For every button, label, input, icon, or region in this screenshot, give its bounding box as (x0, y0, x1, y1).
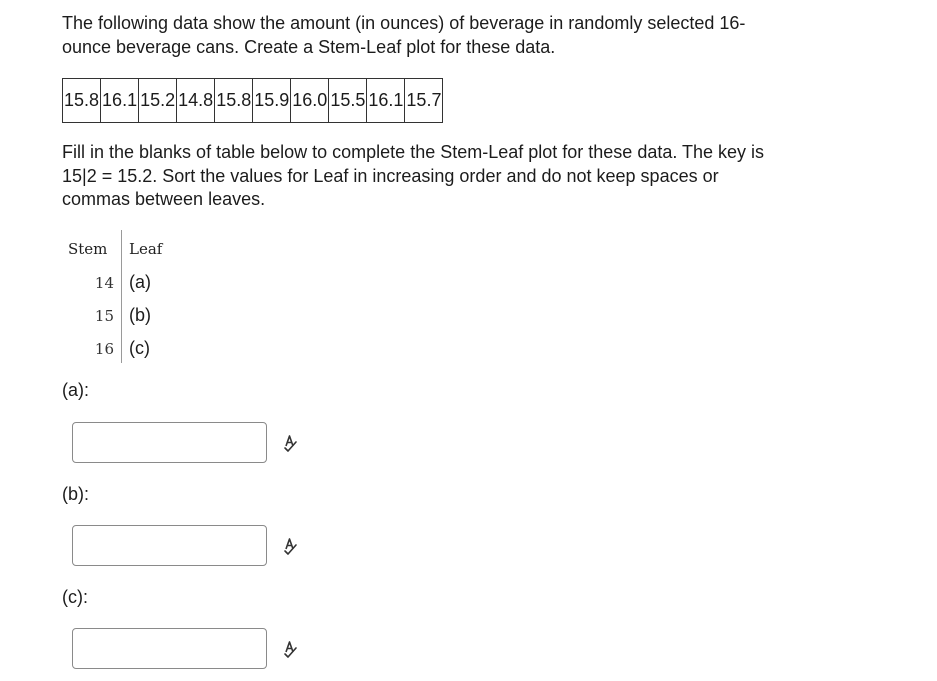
data-cell: 15.8 (215, 79, 253, 123)
answer-b-input[interactable] (72, 525, 267, 566)
question-c-label: (c): (62, 587, 88, 607)
answer-c-input[interactable] (72, 628, 267, 669)
stem-value: 16 (94, 340, 114, 358)
leaf-value: (b) (129, 305, 151, 325)
question-b-label: (b): (62, 484, 89, 504)
leaf-header: Leaf (129, 240, 163, 258)
answer-a-input[interactable] (72, 422, 267, 463)
data-cell: 15.5 (329, 79, 367, 123)
data-cell: 15.7 (405, 79, 443, 123)
spellcheck-icon[interactable] (280, 536, 300, 556)
data-cell: 15.9 (253, 79, 291, 123)
intro-paragraph: The following data show the amount (in ounces) of beverage in randomly selected 16-ounce beverage cans. Create a Stem-Leaf plot for these data. (62, 13, 746, 57)
spellcheck-icon[interactable] (280, 639, 300, 659)
instructions-paragraph: Fill in the blanks of table below to complete the Stem-Leaf plot for these data. The key is 15|2 = 15.2. Sort the values for Leaf in increasing order and do not keep spaces or commas between leaves. (62, 142, 765, 209)
stem-header: Stem (68, 240, 108, 258)
spellcheck-icon[interactable] (280, 433, 300, 453)
leaf-value: (a) (129, 272, 151, 292)
data-cell: 15.8 (63, 79, 101, 123)
leaf-value: (c) (129, 338, 150, 358)
data-cell: 16.1 (367, 79, 405, 123)
data-table (62, 78, 443, 123)
data-cell: 16.0 (291, 79, 329, 123)
question-a-label: (a): (62, 380, 89, 400)
stem-value: 14 (94, 274, 114, 292)
data-cell: 15.2 (139, 79, 177, 123)
data-table-row (63, 79, 443, 123)
data-cell: 16.1 (101, 79, 139, 123)
stem-value: 15 (94, 307, 114, 325)
stem-leaf-divider (121, 230, 122, 363)
data-cell: 14.8 (177, 79, 215, 123)
